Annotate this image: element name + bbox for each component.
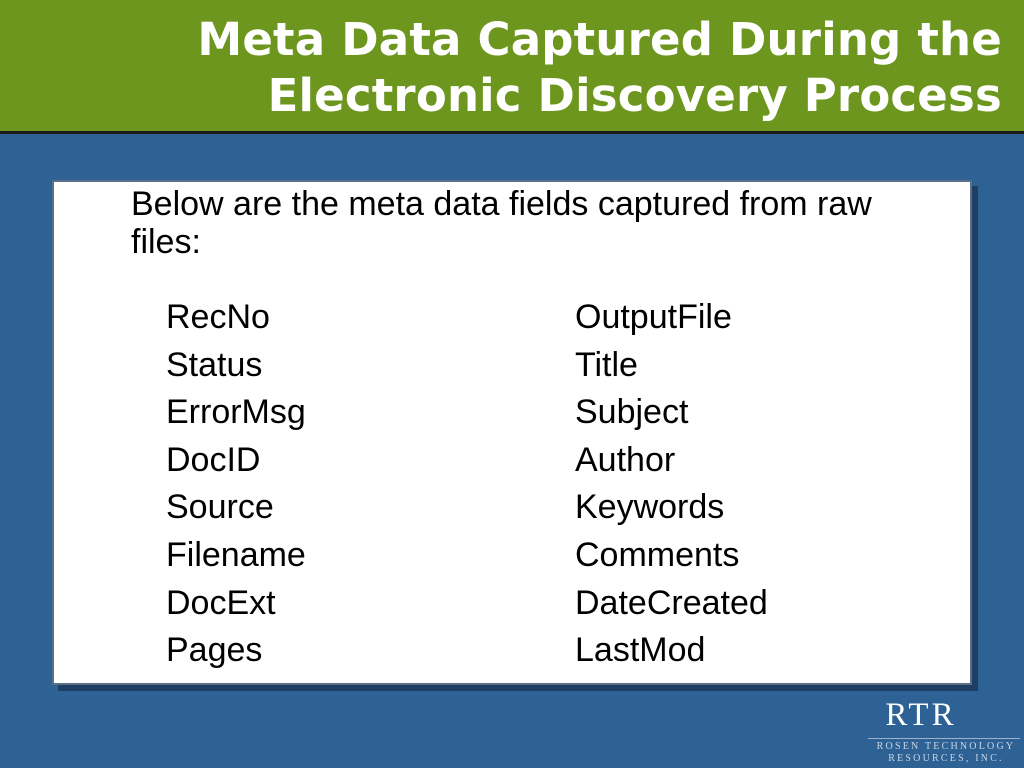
title-bar — [0, 0, 1024, 134]
field-item: Comments — [575, 535, 740, 574]
company-logo — [866, 696, 1022, 768]
field-item: Status — [166, 345, 263, 384]
field-item: DateCreated — [575, 583, 768, 622]
field-item: Title — [575, 345, 638, 384]
field-item: DocID — [166, 440, 261, 479]
field-item: RecNo — [166, 298, 270, 336]
logo-mark: RTR — [885, 697, 957, 733]
field-item: ErrorMsg — [166, 393, 306, 432]
slide-title-line-1: Meta Data Captured During the — [197, 13, 1002, 66]
logo-company-line-2: RESOURCES, INC. — [888, 753, 1004, 764]
field-item: LastMod — [575, 631, 706, 670]
content-panel — [52, 180, 972, 685]
logo-divider — [868, 738, 1020, 739]
field-list-left — [166, 294, 306, 675]
field-item: Filename — [166, 535, 306, 574]
field-item: Keywords — [575, 488, 725, 527]
field-item: DocExt — [166, 583, 276, 622]
field-item: Author — [575, 440, 676, 479]
field-list-right — [575, 294, 768, 675]
field-item: OutputFile — [575, 298, 732, 336]
field-item: Source — [166, 488, 274, 527]
intro-text: Below are the meta data fields captured from raw files: — [131, 185, 872, 261]
slide-title-line-2: Electronic Discovery Process — [267, 69, 1002, 122]
slide-title — [197, 12, 1002, 124]
field-item: Subject — [575, 393, 689, 432]
logo-company-line-1: ROSEN TECHNOLOGY — [876, 741, 1016, 752]
field-item: Pages — [166, 631, 263, 670]
